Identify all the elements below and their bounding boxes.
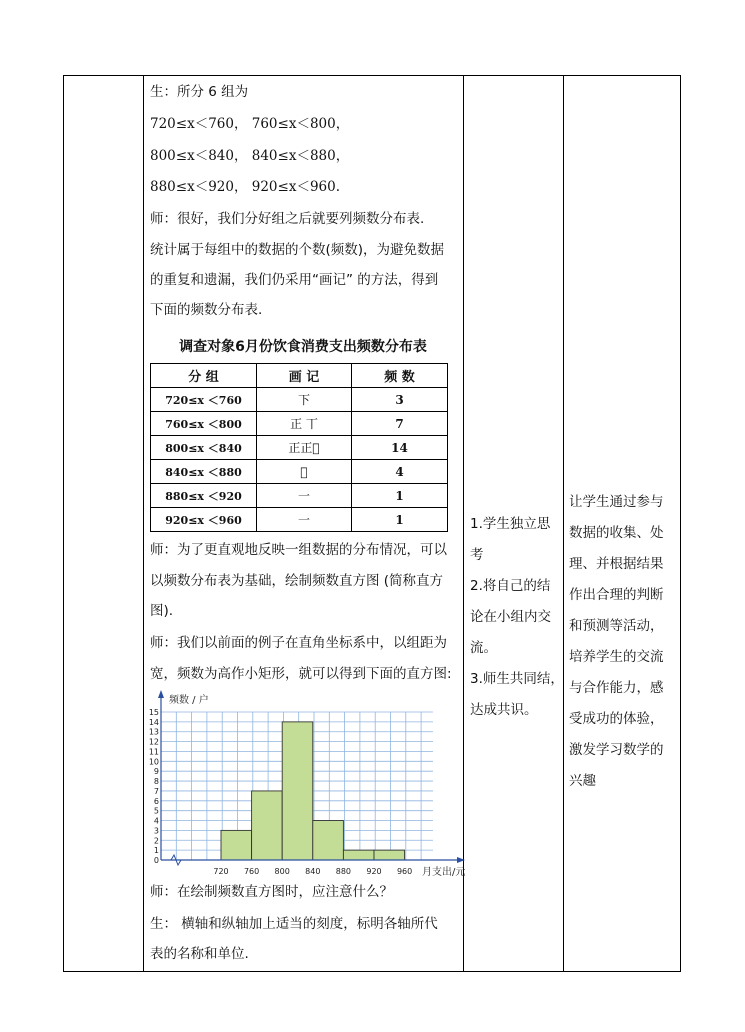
- activity-line: 论在小组内交: [470, 609, 551, 625]
- y-tick-label: 0: [153, 856, 159, 865]
- tally-cell: 一: [257, 508, 352, 532]
- tally-cell: 正 丅: [257, 412, 352, 436]
- text-line: 的重复和遗漏，我们仍采用“画记” 的方法，得到: [150, 272, 439, 288]
- intent-line: 和预测等活动，: [569, 618, 664, 634]
- text-line: 师：为了更直观地反映一组数据的分布情况，可以: [150, 542, 447, 558]
- count-cell: 7: [352, 412, 448, 436]
- table-row: [151, 388, 448, 412]
- text-line: 图).: [150, 603, 174, 619]
- column-header: 分 组: [151, 364, 257, 388]
- tally-cell: 𠄧: [257, 460, 352, 484]
- count-cell: 3: [352, 388, 448, 412]
- tally-cell: 正正𠄧: [257, 436, 352, 460]
- range-cell: 880≤x ＜920: [151, 484, 257, 508]
- text-line: 师：很好，我们分好组之后就要列频数分布表.: [150, 211, 425, 227]
- intent-line: 培养学生的交流: [569, 649, 664, 665]
- text-line: 生：所分 6 组为: [150, 84, 249, 100]
- intent-line: 与合作能力，感: [569, 680, 664, 696]
- frequency-histogram: [145, 688, 467, 880]
- y-tick-label: 2: [153, 836, 159, 846]
- text-line: 师：我们以前面的例子在直角坐标系中，以组距为: [150, 635, 447, 651]
- intent-line: 受成功的体验，: [569, 711, 664, 727]
- activity-line: 流。: [470, 640, 497, 656]
- intent-line: 让学生通过参与: [569, 494, 664, 510]
- x-tick-label: 800: [274, 867, 290, 876]
- frequency-table: [150, 363, 448, 532]
- activity-line: 3.师生共同结，: [470, 671, 564, 687]
- y-axis-arrow: [158, 690, 164, 698]
- y-axis-title: 频数 / 户: [169, 695, 209, 706]
- y-tick-label: 8: [153, 777, 159, 787]
- text-line: 800≤x＜840， 840≤x＜880，: [150, 148, 350, 164]
- x-tick-label: 720: [213, 867, 229, 876]
- y-tick-label: 15: [148, 708, 159, 717]
- y-tick-label: 9: [153, 767, 159, 777]
- range-cell: 840≤x ＜880: [151, 460, 257, 484]
- text-line: 宽，频数为高作小矩形，就可以得到下面的直方图:: [150, 666, 452, 682]
- y-tick-label: 1: [153, 846, 159, 856]
- table-row: [151, 436, 448, 460]
- count-cell: 1: [352, 484, 448, 508]
- text-line: 880≤x＜920， 920≤x＜960.: [150, 179, 341, 195]
- range-cell: 920≤x ＜960: [151, 508, 257, 532]
- text-line: 表的名称和单位.: [150, 946, 249, 962]
- text-line: 720≤x＜760， 760≤x＜800，: [150, 116, 350, 132]
- table-row: [151, 460, 448, 484]
- text-line: 统计属于每组中的数据的个数(频数)，为避免数据: [150, 242, 445, 258]
- intent-line: 理、并根据结果: [569, 556, 664, 572]
- range-cell: 800≤x ＜840: [151, 436, 257, 460]
- text-line: 下面的频数分布表.: [150, 302, 263, 318]
- intent-line: 激发学习数学的: [569, 742, 664, 758]
- count-cell: 4: [352, 460, 448, 484]
- y-tick-label: 4: [153, 816, 159, 826]
- count-cell: 1: [352, 508, 448, 532]
- x-tick-label: 760: [243, 867, 260, 876]
- table-row: [151, 508, 448, 532]
- y-tick-label: 11: [148, 747, 159, 757]
- table-row: [151, 484, 448, 508]
- y-tick-label: 13: [148, 727, 159, 737]
- y-tick-label: 14: [148, 717, 159, 727]
- range-cell: 760≤x ＜800: [151, 412, 257, 436]
- range-cell: 720≤x ＜760: [151, 388, 257, 412]
- activity-line: 2.将自己的结: [470, 578, 551, 594]
- y-tick-label: 12: [148, 737, 159, 747]
- tally-cell: 下: [257, 388, 352, 412]
- tally-cell: 一: [257, 484, 352, 508]
- y-tick-label: 10: [148, 757, 159, 767]
- table-header-row: [151, 364, 448, 388]
- histogram-bar: [282, 722, 313, 860]
- student-activity: [470, 516, 564, 718]
- x-axis-title: 月支出/元: [422, 867, 466, 878]
- table-title: 调查对象6月份饮食消费支出频数分布表: [179, 339, 427, 355]
- histogram-bar: [343, 850, 374, 860]
- column-header: 画 记: [257, 364, 352, 388]
- histogram-bar: [313, 821, 344, 860]
- activity-line: 1.学生独立思: [470, 516, 551, 532]
- y-tick-label: 6: [153, 796, 159, 806]
- column-divider: [143, 76, 144, 971]
- y-tick-label: 3: [153, 826, 159, 836]
- y-tick-label: 7: [153, 786, 159, 796]
- x-tick-label: 960: [396, 867, 413, 876]
- text-line: 生： 横轴和纵轴加上适当的刻度，标明各轴所代: [150, 916, 438, 932]
- y-tick-label: 5: [153, 806, 159, 816]
- table-row: [151, 412, 448, 436]
- x-tick-label: 920: [366, 867, 382, 876]
- text-line: 以频数分布表为基础，绘制频数直方图 (简称直方: [150, 573, 444, 589]
- x-tick-label: 880: [335, 867, 352, 876]
- intent-line: 数据的收集、处: [569, 525, 664, 541]
- x-tick-label: 840: [305, 867, 321, 876]
- design-intent: [569, 487, 679, 797]
- histogram-bar: [221, 830, 252, 860]
- histogram-bar: [252, 791, 283, 860]
- histogram-bar: [374, 850, 405, 860]
- count-cell: 14: [352, 436, 448, 460]
- column-divider: [563, 76, 564, 971]
- x-axis-arrow: [457, 857, 465, 863]
- activity-line: 达成共识。: [470, 702, 538, 718]
- intent-line: 兴趣: [569, 773, 596, 789]
- activity-line: 考: [470, 547, 484, 563]
- intent-line: 作出合理的判断: [569, 587, 664, 603]
- column-header: 频 数: [352, 364, 448, 388]
- text-line: 师：在绘制频数直方图时，应注意什么？: [150, 884, 393, 900]
